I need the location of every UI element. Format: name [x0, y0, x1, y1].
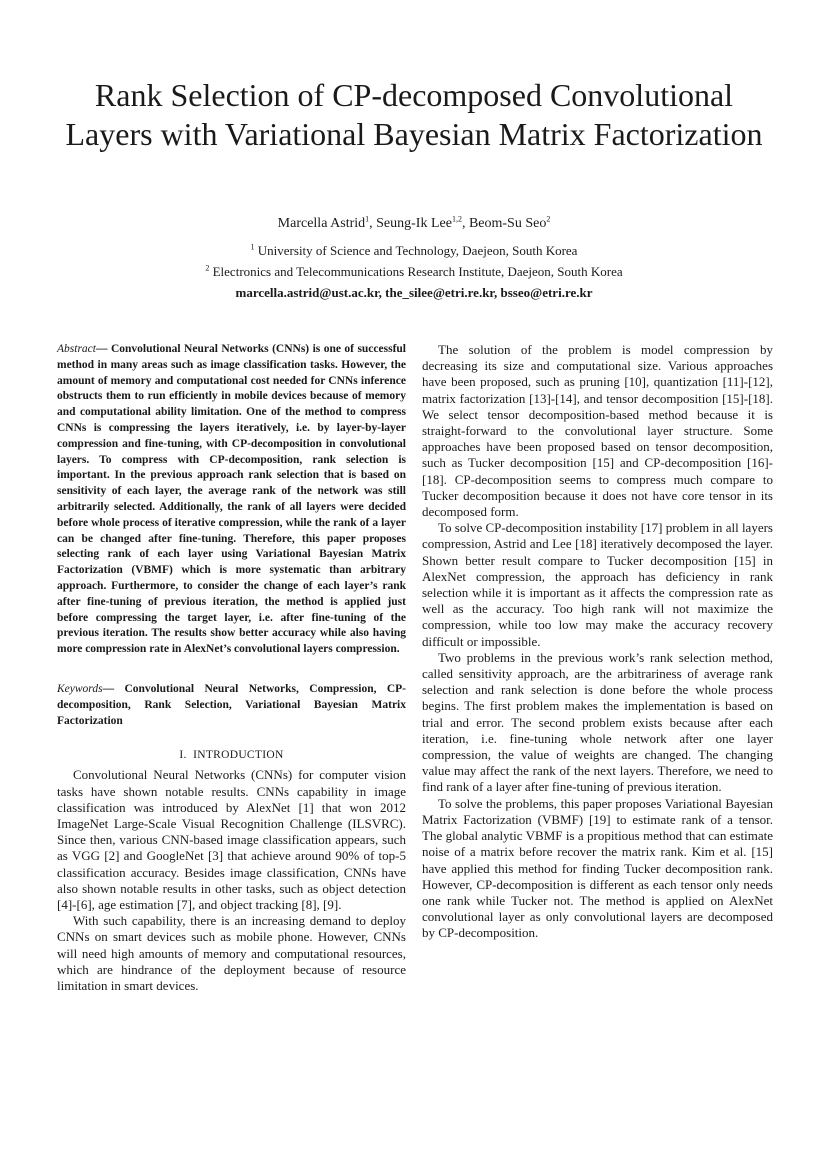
author-list	[0, 214, 828, 234]
body-paragraph: To solve CP-decomposition instability [17] problem in all layers compression, Astrid and Lee [18] iteratively decomposed the layer. Shown better result compare to Tucker decomposition [15] in AlexNet compression, the approach has deficiency in rank selection while it is important as it affects the compression rate as well as the accuracy. Too high rank will not maximize the compression, while too low may make the accuracy recovery difficult or impossible.	[422, 520, 773, 649]
keywords-dash: —	[102, 682, 125, 695]
affiliation-mark: 1	[250, 242, 255, 252]
author-name: Marcella Astrid	[277, 216, 366, 231]
author-emails: marcella.astrid@ust.ac.kr, the_silee@etri.re.kr, bsseo@etri.re.kr	[235, 285, 593, 300]
section-heading-introduction	[57, 749, 406, 761]
author-affiliation-mark: 1,2	[451, 214, 462, 224]
affiliation-1	[0, 241, 828, 260]
abstract	[57, 342, 406, 658]
affiliation-2	[0, 262, 828, 281]
paper-title: Rank Selection of CP-decomposed Convolutional Layers with Variational Bayesian Matrix Factorization	[65, 77, 763, 152]
affiliation-text: Electronics and Telecommunications Research Institute, Daejeon, South Korea	[212, 264, 623, 279]
section-title-initial: I	[193, 749, 198, 762]
author-name: Beom-Su Seo	[468, 216, 547, 231]
section-title-rest: NTRODUCTION	[197, 749, 284, 762]
body-paragraph: The solution of the problem is model compression by decreasing its size and computational size. Various approaches have been proposed, such as pruning [10], quantization [11]-[12], matrix factorization [13]-[14], and tensor decomposition [15]-[18]. We select tensor decomposition-based method because it is straight-forward to the convolutional layer structure. Some approaches have been proposed based on tensor decomposition, such as Tucker decomposition [15] and CP-decomposition [16]-[18]. CP-decomposition seems to compress much compare to Tucker decomposition because it does not have core tensor in its decomposed form.	[422, 342, 773, 520]
abstract-text: Convolutional Neural Networks (CNNs) is one of successful method in many areas such as image classification tasks. However, the amount of memory and computational cost needed for CNNs inference obstructs them to run efficiently in mobile devices because of memory and computational ability limitation. One of the method to compress CNNs is compressing the layers iteratively, i.e. by layer-by-layer compression and fine-tuning, with CP-decomposition in convolutional layers. To compress with CP-decomposition, rank selection is important. In the previous approach rank selection that is based on sensitivity of each layer, the average rank of the network was still arbitrarily selected. Additionally, the rank of all layers were decided before whole process of iterative compression, while the rank of a layer can be changed after fine-tuning. Therefore, this paper proposes selecting rank of each layer using Variational Bayesian Matrix Factorization (VBMF) which is more systematic than arbitrary approach. Furthermore, to consider the change of each layer’s rank after fine-tuning of previous iteration, the method is applied just before compressing the target layer, i.e. after fine-tuning of the previous iteration. The results show better accuracy while also having more compression rate in AlexNet’s convolutional layers compression.	[57, 343, 406, 656]
author-separator: ,	[369, 216, 377, 231]
keywords-text: Convolutional Neural Networks, Compression, CP-decomposition, Rank Selection, Variational Bayesian Matrix Factorization	[57, 682, 407, 727]
affiliation-text: University of Science and Technology, Daejeon, South Korea	[257, 243, 578, 258]
affiliation-mark: 2	[205, 263, 210, 273]
body-paragraph: Two problems in the previous work’s rank selection method, called sensitivity approach, are the arbitrariness of average rank selection and rank selection is done before the whole process begins. The first problem makes the implementation is based on trial and error. The second problem exists because after each iteration, i.e. fine-tuning whole network after one layer compression, the value of weights are changed. The changing value may affect the rank of the next layers. Therefore, we need to find rank of a layer after fine-tuning of previous iteration.	[422, 649, 773, 795]
section-number: I.	[179, 749, 187, 762]
author-name: Seung-Ik Lee	[376, 216, 452, 231]
keywords	[57, 682, 406, 729]
abstract-dash: —	[95, 343, 111, 355]
author-affiliation-mark: 2	[546, 214, 551, 224]
abstract-label: Abstract	[57, 343, 96, 355]
body-paragraph: To solve the problems, this paper proposes Variational Bayesian Matrix Factorization (VBMF) [19] to estimate rank of a tensor. The global analytic VBMF is a propitious method that can estimate noise of a matrix before recover the matrix rank. Kim et al. [15] have applied this method for finding Tucker decomposition rank. However, CP-decomposition is different as each tensor only needs one rank while Tucker not. The method is applied on AlexNet convolutional layer as only convolutional layers are decomposed by CP-decomposition.	[422, 795, 773, 941]
author-separator: ,	[461, 216, 469, 231]
body-paragraph: With such capability, there is an increasing demand to deploy CNNs on smart devices such as mobile phone. However, CNNs will need high amounts of memory and computational resources, which are hindrance of the deployment because of resource limitation in smart devices.	[57, 913, 406, 993]
body-paragraph: Convolutional Neural Networks (CNNs) for computer vision tasks have shown notable results. CNNs capability in image classification was introduced by AlexNet [1] that won 2012 ImageNet Large-Scale Visual Recognition Challenge (ILSVRC). Since then, various CNN-based image classification appears, such as VGG [2] and GoogleNet [3] that achieve around 90% of top-5 classification accuracy. Besides image classification, CNNs have also shown notable results in other tasks, such as object detection [4]-[6], age estimation [7], and object tracking [8], [9].	[57, 767, 406, 912]
author-affiliation-mark: 1	[365, 214, 370, 224]
right-column	[422, 342, 773, 942]
keywords-label: Keywords	[57, 682, 103, 695]
left-column	[57, 342, 406, 994]
